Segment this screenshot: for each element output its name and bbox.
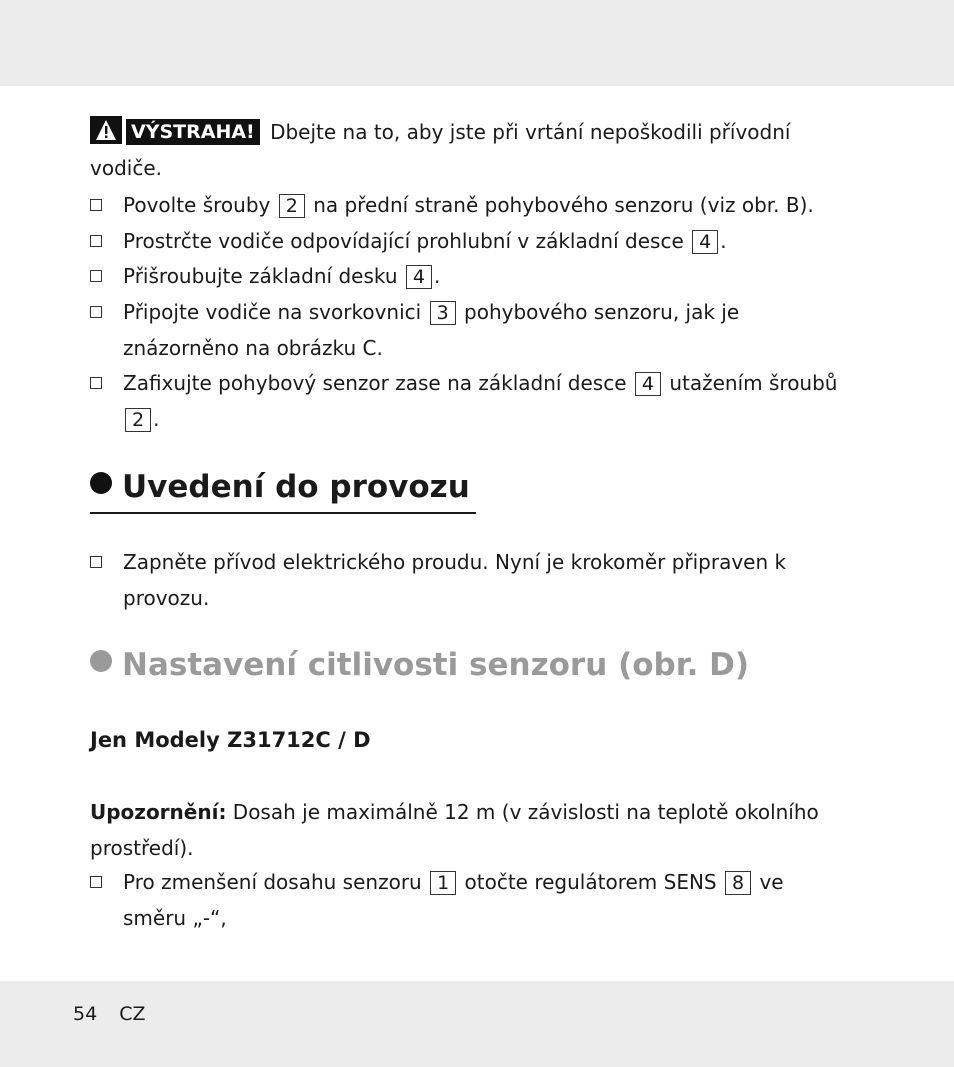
checkbox-icon	[90, 377, 102, 389]
checkbox-icon	[90, 556, 102, 568]
section-heading-2: Nastavení citlivosti senzoru (obr. D)	[90, 644, 749, 686]
list-item: Prostrčte vodiče odpovídající prohlubní v základní desce 4 .	[90, 223, 850, 259]
section-heading: Uvedení do provozu	[90, 466, 476, 514]
checkbox-icon	[90, 306, 102, 318]
note-label: Upozornění:	[90, 800, 227, 824]
checkbox-icon	[90, 235, 102, 247]
ref-box: 3	[430, 301, 456, 325]
bullet-dot-icon	[90, 472, 112, 494]
note-text: Dosah je maximálně 12 m (v závislosti na teplotě okolního prostředí).	[90, 800, 819, 860]
list-item: Přišroubujte základní desku 4 .	[90, 258, 850, 294]
page-footer	[73, 998, 167, 1030]
list-item: Zapněte přívod elektrického proudu. Nyní je krokoměr připraven k provozu.	[90, 544, 850, 616]
ref-box: 4	[692, 230, 718, 254]
note-paragraph	[90, 794, 850, 866]
page-number: 54	[73, 1003, 98, 1025]
checkbox-icon	[90, 876, 102, 888]
subheading: Jen Modely Z31712C / D	[90, 728, 371, 752]
warning-text: Dbejte na to, aby jste při vrtání nepoškodili přívodní vodiče.	[90, 120, 791, 180]
list-item: Povolte šrouby 2 na přední straně pohybového senzoru (viz obr. B).	[90, 187, 850, 223]
language-code: CZ	[119, 1003, 146, 1025]
warning-label: VÝSTRAHA!	[126, 119, 260, 145]
ref-box: 8	[725, 871, 751, 895]
ref-box: 2	[279, 194, 305, 218]
checkbox-icon	[90, 270, 102, 282]
checkbox-icon	[90, 199, 102, 211]
list-item: Pro zmenšení dosahu senzoru 1 otočte regulátorem SENS 8 ve směru „-“,	[90, 864, 850, 936]
list-item: Připojte vodiče na svorkovnici 3 pohybového senzoru, jak je znázorněno na obrázku C.	[90, 294, 850, 366]
ref-box: 2	[125, 408, 151, 432]
warning-paragraph	[90, 114, 850, 186]
ref-box: 4	[406, 265, 432, 289]
header-band	[0, 0, 954, 86]
ref-box: 4	[635, 372, 661, 396]
ref-box: 1	[430, 871, 456, 895]
bullet-dot-icon	[90, 650, 112, 672]
warning-triangle-icon	[90, 116, 122, 144]
list-item: Zafixujte pohybový senzor zase na základní desce 4 utažením šroubů 2 .	[90, 365, 850, 437]
